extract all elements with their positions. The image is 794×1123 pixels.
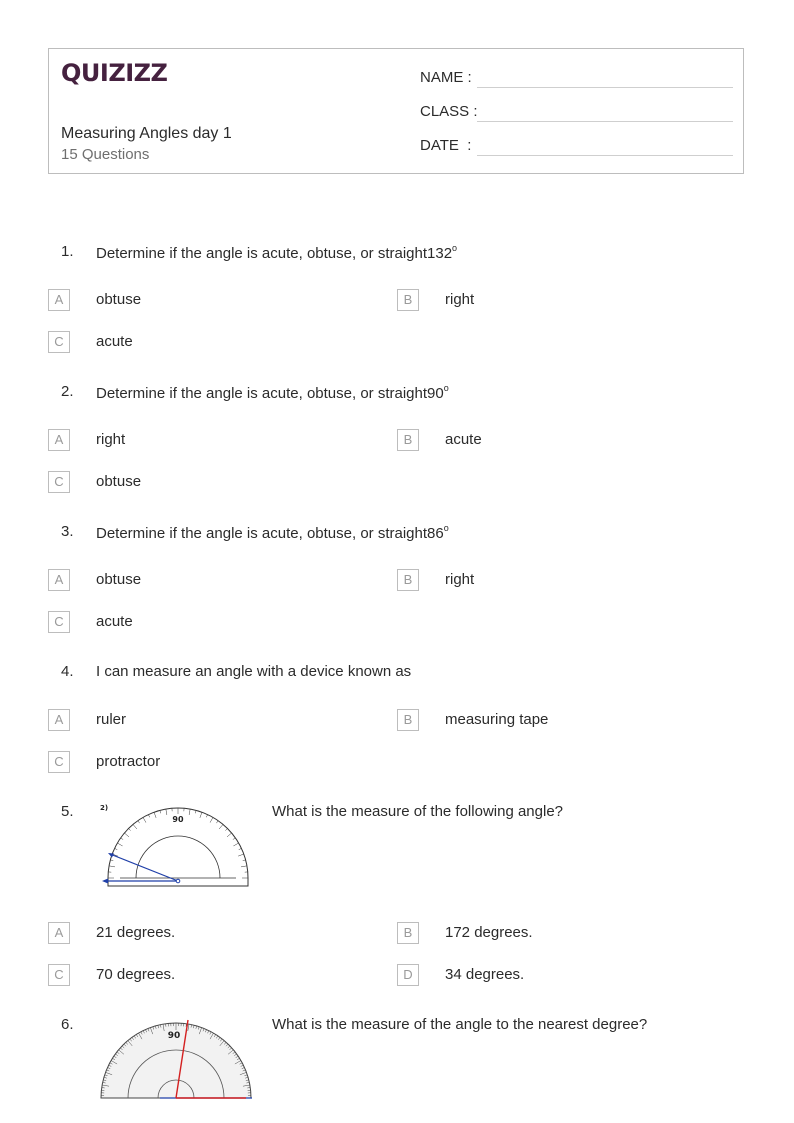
arrow-head-icon [102, 879, 108, 884]
question-text [96, 523, 449, 542]
class-line[interactable] [477, 121, 733, 122]
angle-vertex [176, 879, 180, 883]
question-number: 2. [61, 383, 74, 400]
option-text: 34 degrees. [445, 966, 525, 983]
protractor-figure-q6 [96, 1014, 256, 1106]
name-field[interactable] [420, 66, 733, 90]
option-letter: C [48, 331, 70, 353]
name-line[interactable] [477, 87, 733, 88]
option-letter: A [48, 922, 70, 944]
class-field[interactable] [420, 100, 733, 124]
option-text: 172 degrees. [445, 924, 533, 941]
option-letter: A [48, 429, 70, 451]
option-letter: C [48, 471, 70, 493]
question-count: 15 Questions [61, 146, 150, 163]
option-text: protractor [96, 753, 161, 770]
option-text: ruler [96, 711, 127, 728]
option-text: 21 degrees. [96, 924, 176, 941]
question-number: 4. [61, 663, 74, 680]
option-text: right [96, 431, 126, 448]
protractor-figure-q5 [98, 800, 252, 890]
degree-superscript: o [443, 523, 449, 533]
question-number: 5. [61, 803, 74, 820]
option-text: obtuse [96, 571, 142, 588]
option-text: 70 degrees. [96, 966, 176, 983]
option-letter: B [397, 289, 419, 311]
question-text: What is the measure of the following angle? [272, 803, 563, 820]
option-text: acute [445, 431, 482, 448]
option-text: right [445, 571, 475, 588]
question-text [96, 243, 457, 262]
worksheet-header [48, 48, 744, 174]
question-text-main: Determine if the angle is acute, obtuse, or straight132 [96, 245, 453, 262]
protractor-q5 [108, 808, 248, 886]
quizizz-logo: QUIZIZZ [61, 59, 168, 87]
question-number: 6. [61, 1016, 74, 1033]
option-letter: B [397, 922, 419, 944]
question-text-main: Determine if the angle is acute, obtuse, or straight90 [96, 385, 444, 402]
option-text: measuring tape [445, 711, 549, 728]
class-label: CLASS : [420, 103, 478, 120]
protractor-90-label: 90 [167, 1031, 181, 1041]
degree-superscript: o [443, 383, 449, 393]
date-field[interactable] [420, 134, 733, 158]
degree-superscript: o [452, 243, 458, 253]
option-letter: C [48, 611, 70, 633]
option-text: acute [96, 333, 133, 350]
question-text [96, 383, 449, 402]
option-text: acute [96, 613, 133, 630]
option-letter: C [48, 751, 70, 773]
option-letter: B [397, 429, 419, 451]
option-letter: A [48, 289, 70, 311]
option-text: obtuse [96, 291, 142, 308]
question-number: 1. [61, 243, 74, 260]
figure-label: 2) [100, 804, 109, 812]
option-letter: A [48, 709, 70, 731]
option-letter: C [48, 964, 70, 986]
option-text: right [445, 291, 475, 308]
protractor-q6 [101, 1023, 251, 1098]
option-letter: D [397, 964, 419, 986]
question-text-main: Determine if the angle is acute, obtuse, or straight86 [96, 525, 444, 542]
date-label: DATE : [420, 137, 472, 154]
question-number: 3. [61, 523, 74, 540]
question-text: I can measure an angle with a device known as [96, 663, 412, 680]
option-text: obtuse [96, 473, 142, 490]
option-letter: A [48, 569, 70, 591]
option-letter: B [397, 569, 419, 591]
date-line[interactable] [477, 155, 733, 156]
question-text: What is the measure of the angle to the nearest degree? [272, 1016, 648, 1033]
protractor-90-label: 90 [172, 815, 184, 824]
worksheet-title: Measuring Angles day 1 [61, 125, 232, 142]
option-letter: B [397, 709, 419, 731]
name-label: NAME : [420, 69, 472, 86]
